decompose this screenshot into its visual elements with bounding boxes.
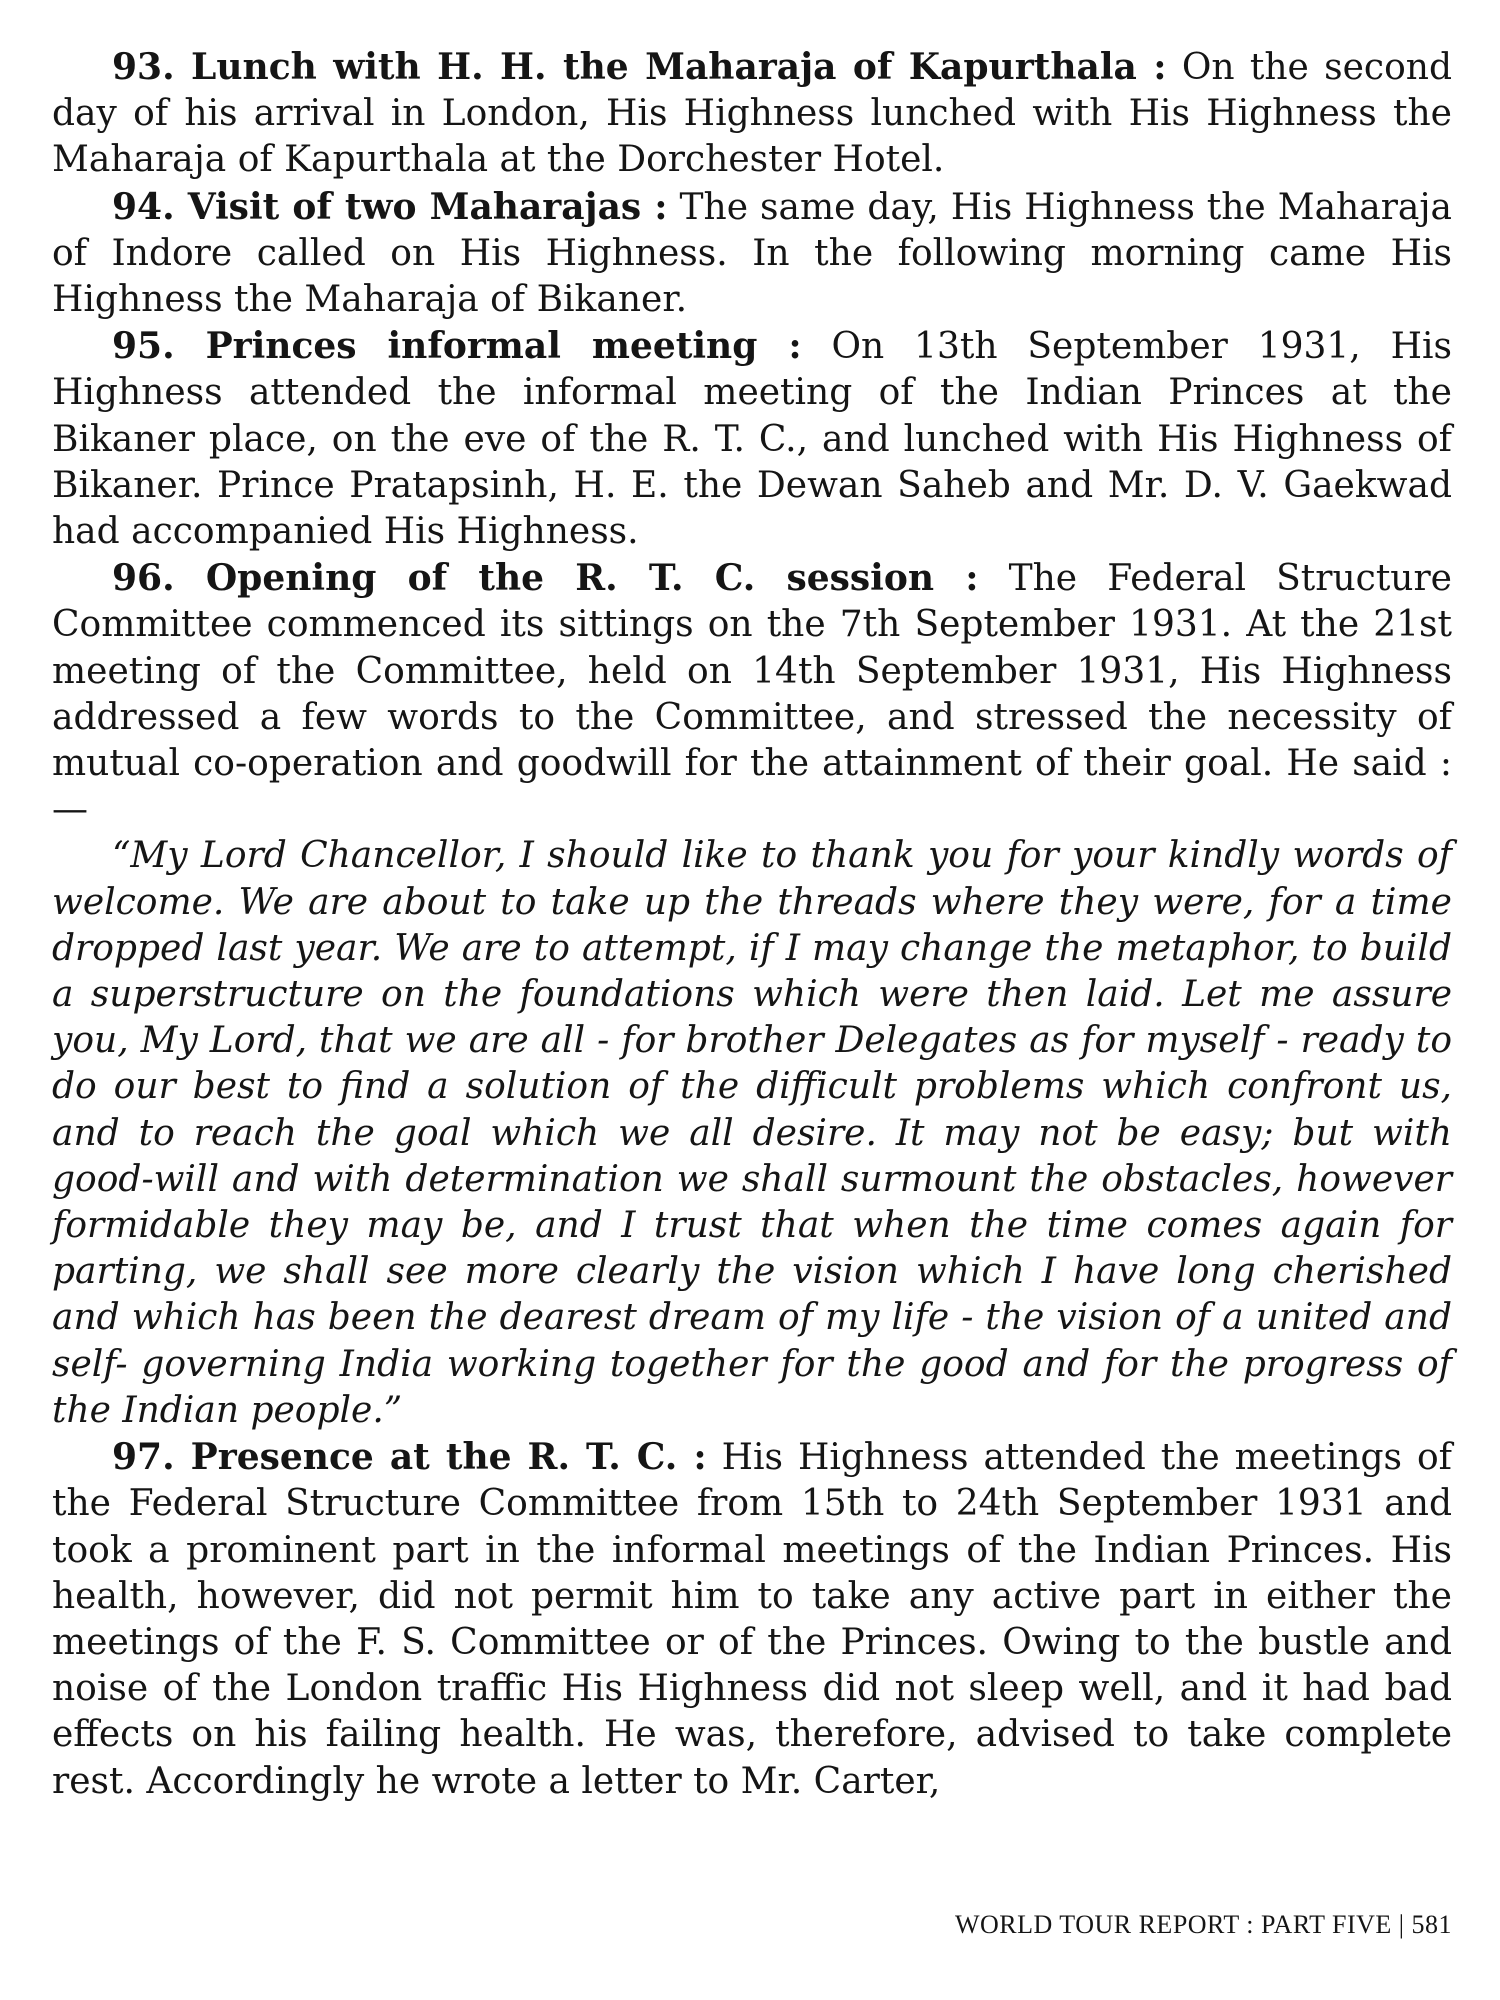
paragraph-text: On 13th September 1931, His Highness attended the informal meeting of the Indian Princes at the Bikaner place, on the eve of the R. T. C., and lunched with His Highness of Bikaner. Prince Pratapsinh, H. E. the Dewan Saheb and Mr. D. V. Gaekwad had accompanied His Highness. [52, 326, 1452, 553]
paragraph-heading: 96. Opening of the R. T. C. session : [112, 557, 979, 600]
page-body [52, 44, 1452, 1805]
paragraph-text: On the second day of his arrival in London, His Highness lunched with His Highness the Maharaja of Kapurthala at the Dorchester Hotel. [52, 47, 1452, 181]
paragraph-heading: 93. Lunch with H. H. the Maharaja of Kapurthala : [112, 46, 1167, 88]
paragraph-heading: 94. Visit of two Maharajas : [112, 185, 668, 228]
paragraph-heading: 95. Princes informal meeting : [112, 325, 802, 368]
paragraph-96 [52, 555, 1452, 833]
paragraph-93 [52, 44, 1452, 184]
paragraph-text: His Highness attended the meetings of the Federal Structure Committee from 15th to 24th September 1931 and took a prominent part in the informal meetings of the Indian Princes. His health, however, did not permit him to take any active part in either the meetings of the F. S. Committee or of the Princes. Owing to the bustle and noise of the London traffic His Highness did not sleep well, and it had bad effects on his failing health. He was, therefore, advised to take complete rest. Accordingly he wrote a letter to Mr. Carter, [52, 1437, 1452, 1802]
paragraph-97 [52, 1434, 1452, 1805]
paragraph-95 [52, 323, 1452, 555]
page-footer: WORLD TOUR REPORT : PART FIVE | 581 [954, 1910, 1452, 1939]
speech-quote: “My Lord Chancellor, I should like to thank you for your kindly words of welcome. We are about to take up the threads where they were, for a time dropped last year. We are to attempt, if I may change the metaphor, to build a superstructure on the foundations which were then laid. Let me assure you, My Lord, that we are all - for brother Delegates as for myself - ready to do our best to find a solution of the difficult problems which confront us, and to reach the goal which we all desire. It may not be easy; but with good-will and with determination we shall surmount the obstacles, however formidable they may be, and I trust that when the time comes again for parting, we shall see more clearly the vision which I have long cherished and which has been the dearest dream of my life - the vision of a united and self- governing India working together for the good and for the progress of the Indian people.” [52, 835, 1452, 1431]
paragraph-text: The same day, His Highness the Maharaja of Indore called on His Highness. In the following morning came His Highness the Maharaja of Bikaner. [52, 186, 1452, 321]
paragraph-heading: 97. Presence at the R. T. C. : [112, 1436, 707, 1479]
paragraph-94 [52, 184, 1452, 324]
paragraph-text: The Federal Structure Committee commenced its sittings on the 7th September 1931. At the 21st meeting of the Committee, held on 14th September 1931, His Highness addressed a few words to the Committee, and stressed the necessity of mutual co-operation and goodwill for the attainment of their goal. He said :— [52, 558, 1452, 831]
